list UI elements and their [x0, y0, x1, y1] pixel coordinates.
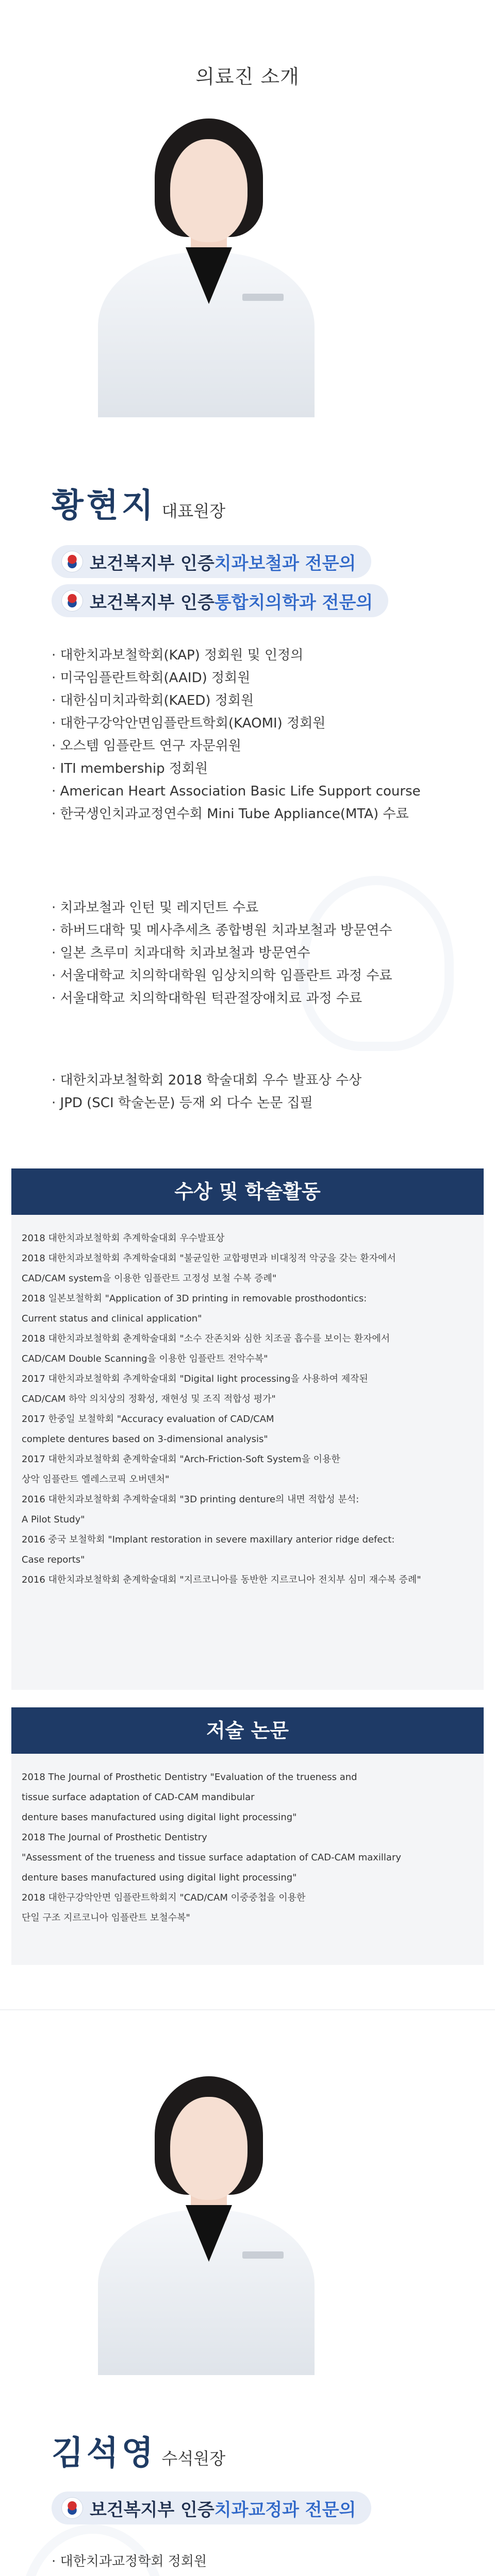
list-item: Current status and clinical application" — [22, 1313, 202, 1324]
doctor1-name-block — [52, 479, 225, 527]
list-item: · 대한구강악안면임플란트학회(KAOMI) 정회원 — [52, 712, 421, 735]
list-item: · 대한심미치과학회(KAED) 정회원 — [52, 689, 421, 712]
doctor2-rank: 수석원장 — [161, 2449, 226, 2468]
doctor2-memberships — [52, 2550, 207, 2576]
list-item: 2016 대한치과보철학회 추계학술대회 "3D printing denture의 내면 적합성 분석: — [22, 1494, 359, 1505]
doctor1-training — [52, 896, 392, 1010]
papers-list — [11, 1754, 484, 1938]
list-item: 2018 일본보철학회 "Application of 3D printing in removable prosthodontics: — [22, 1293, 367, 1304]
list-item: 2018 The Journal of Prosthetic Dentistry "Evaluation of the trueness and — [22, 1772, 357, 1783]
list-item: 2018 대한치과보철학회 추계학술대회 "불균일한 교합평면과 비대칭적 악궁을 갖는 환자에서 — [22, 1253, 396, 1264]
list-item: 단일 구조 지르코니아 임플란트 보철수복" — [22, 1912, 190, 1923]
list-item: denture bases manufactured using digital light processing" — [22, 1872, 297, 1883]
list-item: "Assessment of the trueness and tissue surface adaptation of CAD-CAM maxillary — [22, 1852, 402, 1863]
list-item: denture bases manufactured using digital light processing" — [22, 1812, 297, 1823]
section-divider — [0, 2009, 495, 2010]
doctor1-photo — [88, 108, 325, 428]
list-item: CAD/CAM Double Scanning을 이용한 임플란트 전악수복" — [22, 1353, 268, 1364]
list-item: · 서울대학교 치의학대학원 턱관절장애치료 과정 수료 — [52, 987, 392, 1010]
list-item: CAD/CAM 하악 의치상의 정확성, 재현성 및 조직 적합성 평가" — [22, 1394, 276, 1404]
korea-flag-icon — [62, 551, 82, 572]
doctor1-name: 황현지 — [52, 487, 157, 525]
awards-title: 수상 및 학술활동 — [11, 1168, 484, 1215]
doctor1-memberships — [52, 644, 421, 825]
cert-prefix: 보건복지부 인증 — [90, 2499, 214, 2520]
list-item — [52, 2573, 207, 2576]
list-item: 2018 대한구강악안면 임플란트학회지 "CAD/CAM 이중중첩을 이용한 — [22, 1892, 306, 1903]
list-item: · 대한치과교정학회 정회원 — [52, 2550, 207, 2573]
doctor1-cert-badge — [52, 584, 388, 617]
cert-prefix: 보건복지부 인증 — [90, 592, 214, 613]
list-item: · 한국생인치과교정연수회 Mini Tube Appliance(MTA) 수료 — [52, 803, 421, 825]
korea-flag-icon — [62, 2498, 82, 2518]
doctor2-name-block — [52, 2427, 225, 2474]
list-item: 2016 중국 보철학회 "Implant restoration in severe maxillary anterior ridge defect: — [22, 1534, 395, 1545]
list-item: Case reports" — [22, 1554, 85, 1565]
list-item: 2017 대한치과보철학회 춘계학술대회 "Arch-Friction-Soft System을 이용한 — [22, 1454, 340, 1465]
list-item: · 서울대학교 치의학대학원 임상치의학 임플란트 과정 수료 — [52, 964, 392, 987]
cert-specialty: 통합치의학과 전문의 — [214, 592, 373, 613]
list-item: 2016 대한치과보철학회 춘계학술대회 "지르코니아를 동반한 지르코니아 전치부 심미 재수복 증례" — [22, 1574, 421, 1585]
papers-box — [11, 1707, 484, 1965]
list-item: A Pilot Study" — [22, 1514, 85, 1525]
list-item: tissue surface adaptation of CAD-CAM mandibular — [22, 1792, 255, 1803]
doctor2-name: 김석영 — [52, 2434, 157, 2472]
list-item: 2018 The Journal of Prosthetic Dentistry — [22, 1832, 207, 1843]
list-item: · JPD (SCI 학술논문) 등재 외 다수 논문 집필 — [52, 1092, 361, 1114]
list-item: · ITI membership 정회원 — [52, 757, 421, 780]
doctor2-cert-badge — [52, 2492, 371, 2524]
list-item: · 대한치과보철학회(KAP) 정회원 및 인정의 — [52, 644, 421, 667]
doctor1-rank: 대표원장 — [161, 501, 226, 521]
list-item: · 일본 츠루미 치과대학 치과보철과 방문연수 — [52, 942, 392, 964]
list-item: · American Heart Association Basic Life Support course — [52, 780, 421, 803]
cert-prefix: 보건복지부 인증 — [90, 553, 214, 574]
list-item: · 미국임플란트학회(AAID) 정회원 — [52, 667, 421, 689]
cert-specialty: 치과보철과 전문의 — [214, 553, 356, 574]
list-item: 상악 임플란트 엘레스코픽 오버덴처" — [22, 1474, 170, 1485]
list-item: · 치과보철과 인턴 및 레지던트 수료 — [52, 896, 392, 919]
cert-specialty: 치과교정과 전문의 — [214, 2499, 356, 2520]
korea-flag-icon — [62, 590, 82, 611]
list-item: 2017 대한치과보철학회 추계학술대회 "Digital light processing을 사용하여 제작된 — [22, 1374, 368, 1384]
awards-box — [11, 1168, 484, 1690]
list-item: 2018 대한치과보철학회 추계학술대회 우수발표상 — [22, 1233, 225, 1244]
list-item: · 오스템 임플란트 연구 자문위원 — [52, 735, 421, 757]
list-item: 2018 대한치과보철학회 춘계학술대회 "소수 잔존치와 심한 치조골 흡수를 보이는 환자에서 — [22, 1333, 390, 1344]
list-item: · 대한치과보철학회 2018 학술대회 우수 발표상 수상 — [52, 1069, 361, 1092]
list-item: · 하버드대학 및 메사추세츠 종합병원 치과보철과 방문연수 — [52, 919, 392, 942]
list-item: complete dentures based on 3-dimensional analysis" — [22, 1434, 268, 1445]
list-item: 2017 한중일 보철학회 "Accuracy evaluation of CAD/CAM — [22, 1414, 274, 1425]
papers-title: 저술 논문 — [11, 1707, 484, 1754]
list-item: CAD/CAM system을 이용한 임플란트 고정성 보철 수복 증례" — [22, 1273, 277, 1284]
section-title: 의료진 소개 — [195, 65, 300, 88]
awards-list — [11, 1215, 484, 1600]
doctor1-cert-badge — [52, 545, 371, 578]
doctor2-photo — [88, 2066, 325, 2375]
doctor1-achievements — [52, 1069, 361, 1114]
